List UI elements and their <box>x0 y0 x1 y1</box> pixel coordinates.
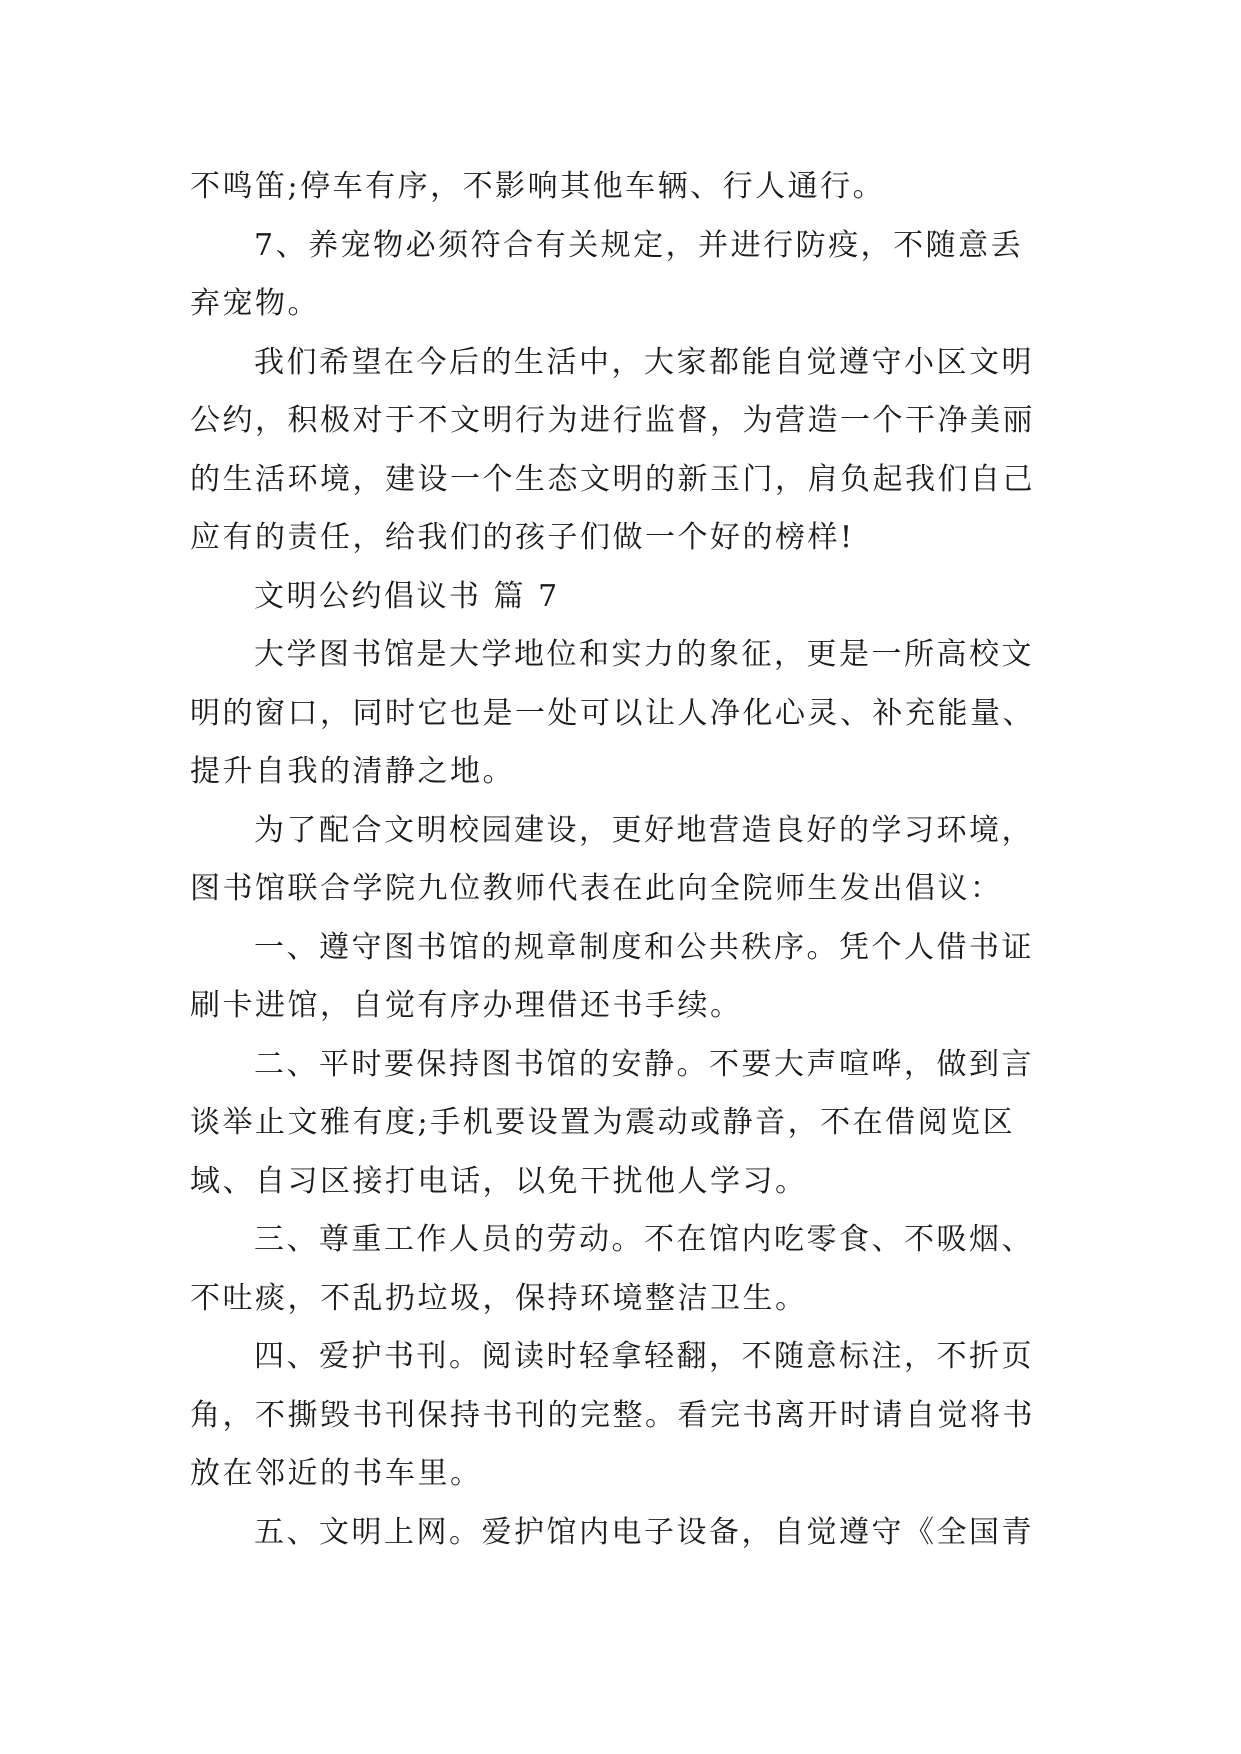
section-heading: 文明公约倡议书 篇 7 <box>254 578 560 614</box>
text-line: 应有的责任，给我们的孩子们做一个好的榜样! <box>190 520 855 555</box>
text-line: 三、尊重工作人员的劳动。不在馆内吃零食、不吸烟、 <box>254 1222 1034 1257</box>
text-line: 为了配合文明校园建设，更好地营造良好的学习环境， <box>254 812 1034 848</box>
text-line: 域、自习区接打电话，以免干扰他人学习。 <box>190 1163 808 1199</box>
text-line: 7、养宠物必须符合有关规定，并进行防疫，不随意丢 <box>254 227 1024 263</box>
text-line: 四、爱护书刊。阅读时轻拿轻翻，不随意标注，不折页 <box>254 1339 1034 1374</box>
text-line: 图书馆联合学院九位教师代表在此向全院师生发出倡议： <box>190 871 1003 906</box>
text-line: 不鸣笛;停车有序，不影响其他车辆、行人通行。 <box>190 169 886 204</box>
text-line: 提升自我的清静之地。 <box>190 754 515 789</box>
text-line: 角，不撕毁书刊保持书刊的完整。看完书离开时请自觉将书 <box>190 1397 1035 1433</box>
text-line: 弃宠物。 <box>190 286 320 321</box>
document-body <box>190 158 1070 1562</box>
text-line: 大学图书馆是大学地位和实力的象征，更是一所高校文 <box>254 637 1034 672</box>
text-line: 明的窗口，同时它也是一处可以让人净化心灵、补充能量、 <box>190 695 1035 731</box>
text-line: 一、遵守图书馆的规章制度和公共秩序。凭个人借书证 <box>254 929 1034 965</box>
text-line: 不吐痰，不乱扔垃圾，保持环境整洁卫生。 <box>190 1280 808 1316</box>
text-line: 的生活环境，建设一个生态文明的新玉门，肩负起我们自己 <box>190 461 1035 497</box>
text-line: 刷卡进馆，自觉有序办理借还书手续。 <box>190 988 743 1023</box>
text-line: 二、平时要保持图书馆的安静。不要大声喧哗，做到言 <box>254 1046 1034 1082</box>
text-line: 五、文明上网。爱护馆内电子设备，自觉遵守《全国青 <box>254 1514 1034 1550</box>
text-line: 我们希望在今后的生活中，大家都能自觉遵守小区文明 <box>254 344 1034 380</box>
text-line: 谈举止文雅有度;手机要设置为震动或静音，不在借阅览区 <box>190 1105 1016 1140</box>
text-line: 公约，积极对于不文明行为进行监督，为营造一个干净美丽 <box>190 403 1035 438</box>
text-line: 放在邻近的书车里。 <box>190 1456 483 1491</box>
